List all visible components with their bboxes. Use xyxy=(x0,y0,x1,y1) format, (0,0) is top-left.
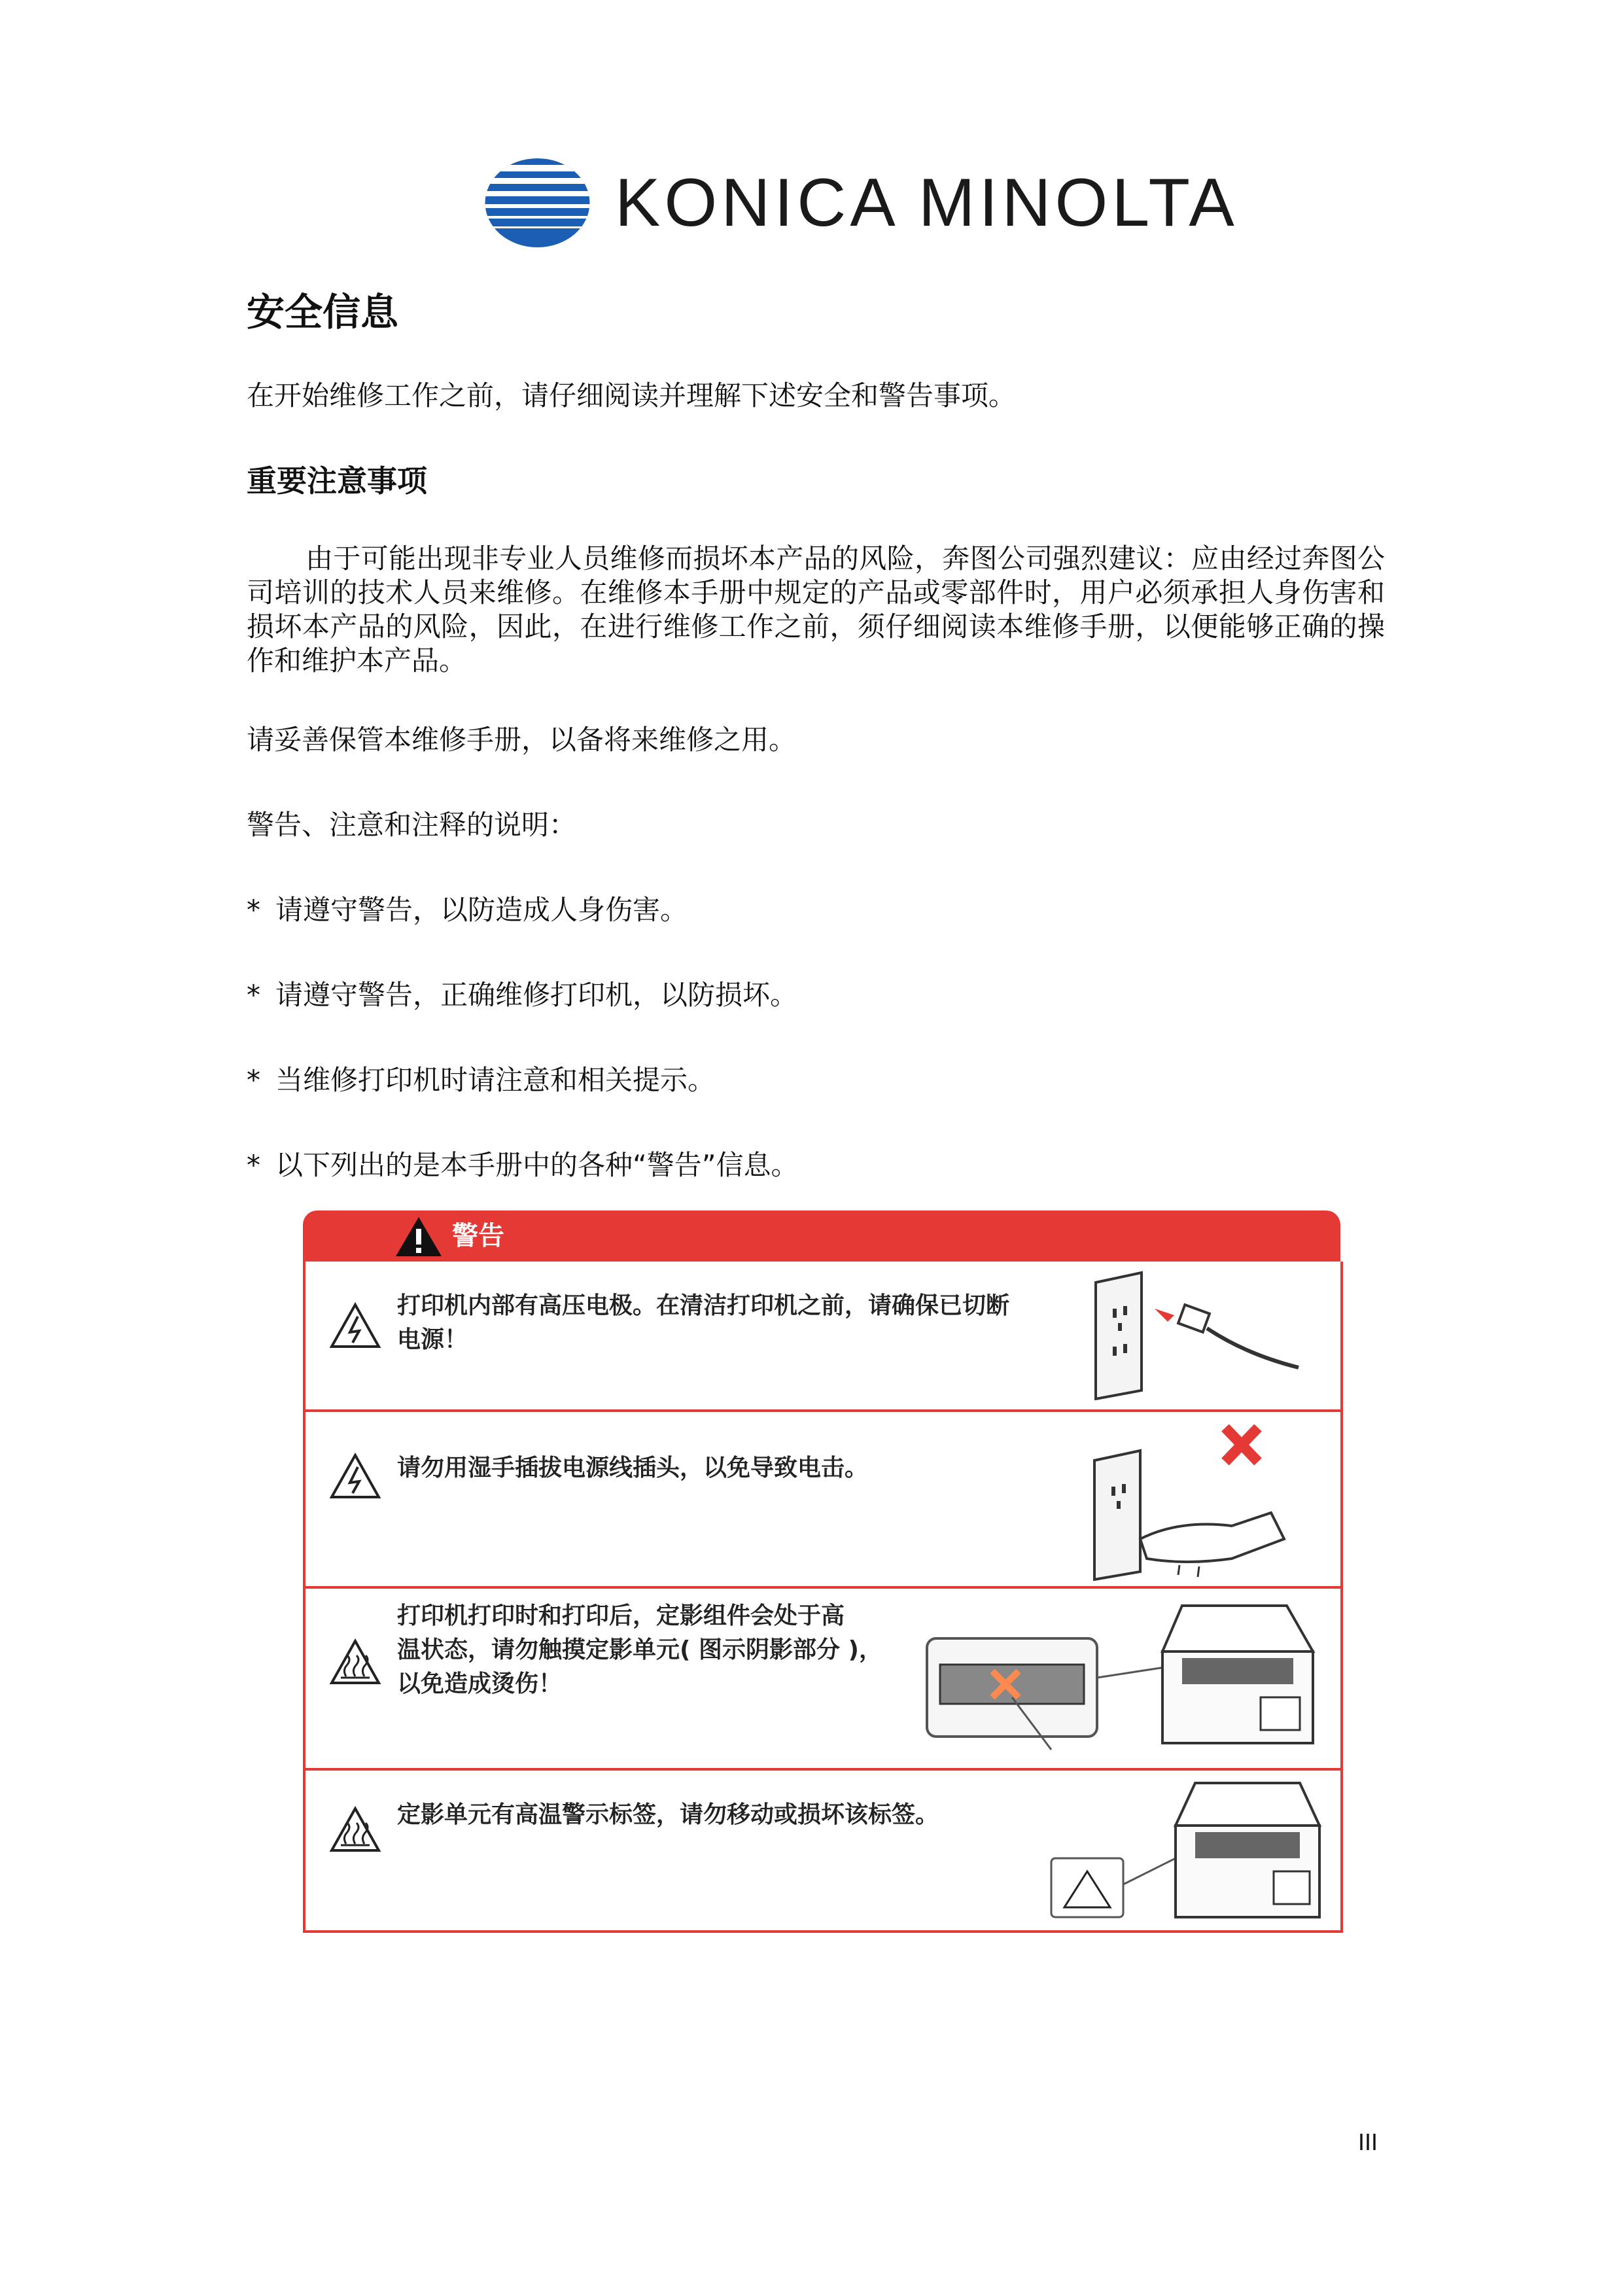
warning-title: 警告 xyxy=(452,1221,504,1251)
keep-manual-note: 请妥善保管本维修手册，以备将来维修之用。 xyxy=(247,724,797,756)
intro-text: 在开始维修工作之前，请仔细阅读并理解下述安全和警告事项。 xyxy=(247,380,1017,412)
logo-wordmark: KONICA MINOLTA xyxy=(615,165,1238,241)
warning-text: 定影单元有高温警示标签，请勿移动或损坏该标签。 xyxy=(397,1801,939,1828)
warning-row-high-voltage xyxy=(305,1262,1340,1412)
bullet-item: * 请遵守警告，以防造成人身伤害。 xyxy=(247,894,688,926)
page-number: III xyxy=(1358,2128,1378,2155)
hot-surface-icon xyxy=(329,1638,381,1686)
hot-surface-icon xyxy=(329,1806,381,1853)
electric-shock-icon xyxy=(329,1302,381,1349)
konica-minolta-logo xyxy=(484,157,1238,249)
printer-heat-label-illustration xyxy=(1045,1780,1326,1925)
bullet-item: * 请遵守警告，正确维修打印机，以防损坏。 xyxy=(247,979,798,1011)
warning-panel xyxy=(303,1210,1340,1932)
wet-hand-plug-illustration xyxy=(1088,1415,1310,1582)
explain-heading: 警告、注意和注释的说明： xyxy=(247,809,577,841)
warning-row-wet-hands xyxy=(305,1409,1340,1589)
body-paragraph: 由于可能出现非专业人员维修而损坏本产品的风险，奔图公司强烈建议：应由经过奔图公司培训的技术人员来维修。在维修本手册中规定的产品或零部件时，用户必须承担人身伤害和损坏本产品的风险，因此，在进行维修工作之前，须仔细阅读本维修手册，以便能够正确的操作和维护本产品。 xyxy=(247,542,1385,677)
unplugged-socket-illustration xyxy=(1089,1269,1305,1400)
warning-header xyxy=(303,1210,1340,1262)
warning-triangle-icon xyxy=(394,1216,443,1258)
warning-text: 打印机内部有高压电极。在清洁打印机之前，请确保已切断 电源！ xyxy=(397,1292,1010,1353)
page-title: 安全信息 xyxy=(247,290,399,334)
warning-body xyxy=(303,1262,1343,1933)
warning-row-heat-label xyxy=(305,1768,1340,1930)
bullet-item: * 当维修打印机时请注意和相关提示。 xyxy=(247,1064,716,1096)
warning-row-hot-fuser xyxy=(305,1586,1340,1771)
warning-text: 打印机打印时和打印后，定影组件会处于高 温状态，请勿触摸定影单元( 图示阴影部分 )， 以免造成烫伤！ xyxy=(397,1602,882,1697)
bullet-item: * 以下列出的是本手册中的各种“警告”信息。 xyxy=(247,1149,799,1181)
section-heading: 重要注意事项 xyxy=(247,463,427,499)
printer-fuser-illustration xyxy=(920,1599,1326,1763)
globe-logo-icon xyxy=(484,157,591,249)
electric-shock-icon xyxy=(329,1453,381,1500)
warning-text: 请勿用湿手插拔电源线插头，以免导致电击。 xyxy=(397,1455,869,1481)
